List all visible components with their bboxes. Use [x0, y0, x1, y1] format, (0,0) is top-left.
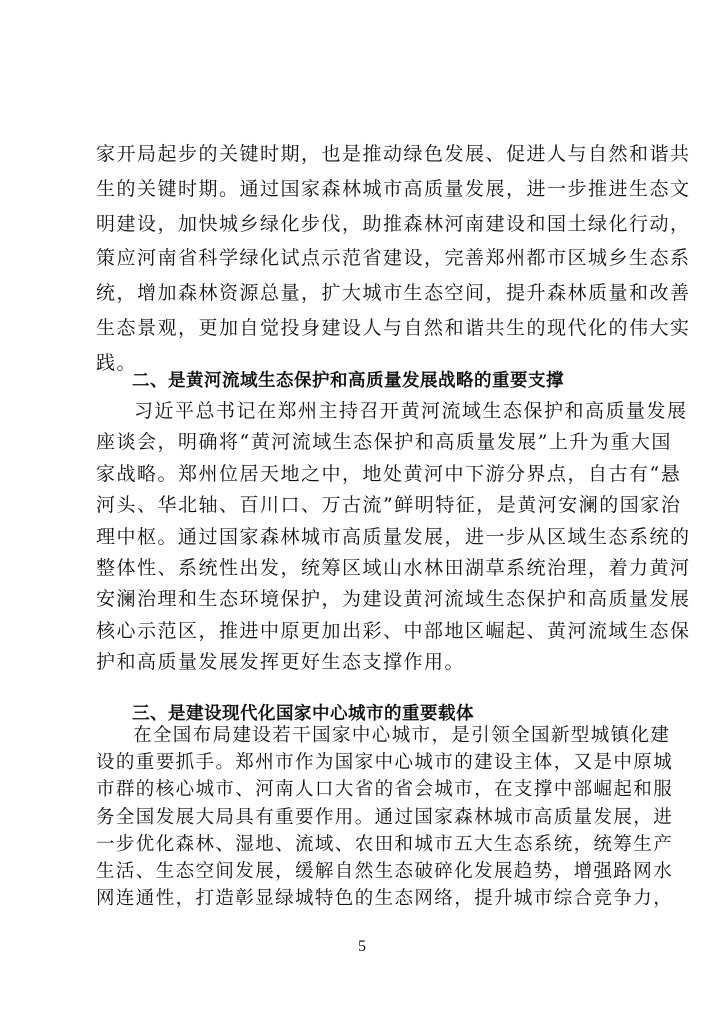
- paragraph-line: 理中枢。通过国家森林城市高质量发展，进一步从区域生态系统的: [96, 525, 691, 548]
- paragraph-line: 安澜治理和生态环境保护，为建设黄河流域生态保护和高质量发展: [96, 588, 691, 611]
- paragraph-line: 生的关键时期。通过国家森林城市高质量发展，进一步推进生态文: [96, 177, 691, 200]
- paragraph-line: 整体性、系统性出发，统筹区域山水林田湖草系统治理，着力黄河: [96, 556, 691, 579]
- paragraph-line: 市群的核心城市、河南人口大省的省会城市，在支撑中部崛起和服: [96, 779, 674, 801]
- paragraph-line: 护和高质量发展发挥更好生态支撑作用。: [96, 651, 466, 674]
- paragraph-line: 家战略。郑州位居天地之中，地处黄河中下游分界点，自古有“悬: [96, 462, 682, 485]
- paragraph-line: 统，增加森林资源总量，扩大城市生态空间，提升森林质量和改善: [96, 282, 691, 305]
- paragraph-line: 习近平总书记在郑州主持召开黄河流域生态保护和高质量发展: [134, 400, 688, 422]
- paragraph-line: 设的重要抓手。郑州市作为国家中心城市的建设主体，又是中原城: [96, 752, 674, 774]
- paragraph-1: [96, 137, 691, 381]
- paragraph-line: 生态景观，更加自觉投身建设人与自然和谐共生的现代化的伟大实: [96, 316, 691, 339]
- paragraph-line: 策应河南省科学绿化试点示范省建设，完善郑州都市区城乡生态系: [96, 247, 691, 270]
- paragraph-line: 网连通性，打造彰显绿城特色的生态网络，提升城市综合竞争力，: [96, 888, 674, 910]
- page-number: 5: [358, 938, 366, 955]
- paragraph-3: [96, 722, 674, 912]
- paragraph-line: 践。: [96, 351, 138, 374]
- paragraph-line: 一步优化森林、湿地、流域、农田和城市五大生态系统，统筹生产: [96, 833, 674, 855]
- paragraph-line: 明建设，加快城乡绿化步伐，助推森林河南建设和国土绿化行动，: [96, 212, 691, 235]
- section-heading-3: 三、是建设现代化国家中心城市的重要载体: [132, 704, 474, 724]
- section-heading-2: 二、是黄河流域生态保护和高质量发展战略的重要支撑: [132, 371, 564, 391]
- paragraph-line: 核心示范区，推进中原更加出彩、中部地区崛起、黄河流域生态保: [96, 619, 691, 642]
- paragraph-line: 河头、华北轴、百川口、万古流”鲜明特征，是黄河安澜的国家治: [96, 494, 682, 517]
- paragraph-line: 务全国发展大局具有重要作用。通过国家森林城市高质量发展，进: [96, 806, 674, 828]
- paragraph-line: 家开局起步的关键时期，也是推动绿色发展、促进人与自然和谐共: [96, 143, 691, 165]
- paragraph-line: 在全国布局建设若干国家中心城市，是引领全国新型城镇化建: [133, 725, 671, 746]
- paragraph-2: [96, 396, 691, 679]
- paragraph-line: 生活、生态空间发展，缓解自然生态破碎化发展趋势，增强路网水: [96, 860, 674, 882]
- paragraph-line: 座谈会，明确将“黄河流域生态保护和高质量发展”上升为重大国: [96, 431, 672, 454]
